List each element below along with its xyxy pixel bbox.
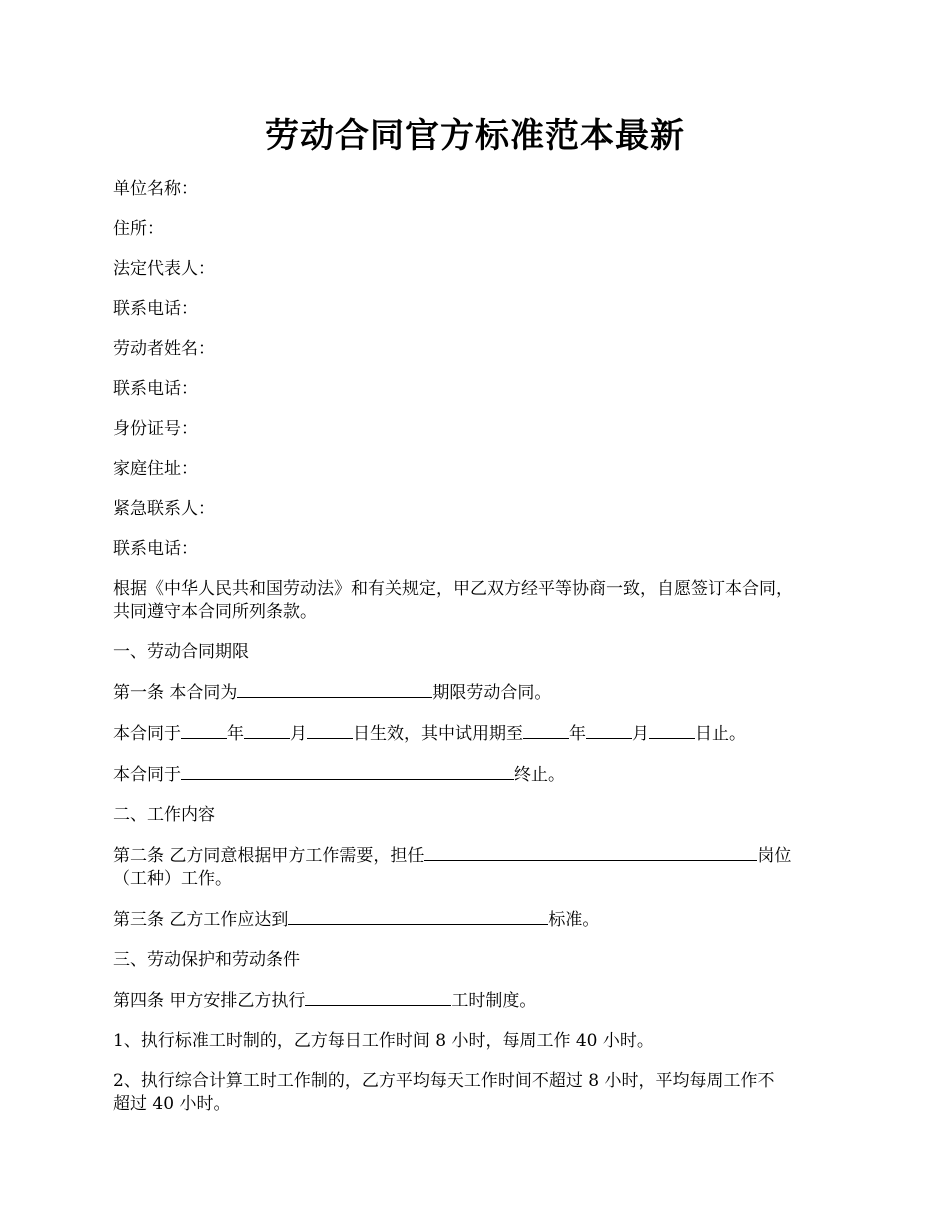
blank-contract-type: [237, 681, 432, 698]
list-item-2-line1: 2、执行综合计算工时工作制的，乙方平均每天工作时间不超过 8 小时，平均每周工作不: [113, 1071, 775, 1091]
termination-line: [113, 763, 848, 787]
article-4-suffix: 工时制度。: [451, 991, 537, 1011]
effective-date-prefix: 本合同于: [113, 724, 181, 744]
field-emergency-phone: 联系电话：: [113, 539, 198, 559]
document-title: 劳动合同官方标准范本最新: [265, 116, 685, 156]
intro-paragraph-line2: 共同遵守本合同所列条款。: [113, 602, 317, 622]
section-heading-work: 二、工作内容: [113, 805, 215, 825]
section-heading-term: 一、劳动合同期限: [113, 642, 249, 662]
article-1-suffix: 期限劳动合同。: [432, 683, 552, 703]
field-emergency-contact: 紧急联系人：: [113, 499, 215, 519]
field-legal-rep: 法定代表人：: [113, 259, 215, 279]
article-2-line2: （工种）工作。: [113, 869, 232, 889]
blank-probation-year: [523, 722, 569, 739]
list-item-1: 1、执行标准工时制的，乙方每日工作时间 8 小时，每周工作 40 小时。: [113, 1031, 654, 1051]
article-3: [113, 908, 848, 932]
article-3-label: 第三条 乙方工作应达到: [113, 910, 289, 930]
blank-start-month: [244, 722, 290, 739]
blank-start-year: [181, 722, 227, 739]
article-3-suffix: 标准。: [548, 910, 600, 930]
article-1: [113, 681, 848, 705]
termination-prefix: 本合同于: [113, 765, 181, 785]
field-phone-worker: 联系电话：: [113, 379, 198, 399]
month-label: 月: [290, 724, 307, 744]
year-label-2: 年: [569, 724, 586, 744]
blank-termination: [181, 763, 514, 780]
blank-probation-month: [586, 722, 632, 739]
blank-standard: [288, 908, 548, 925]
termination-suffix: 终止。: [514, 765, 565, 785]
field-unit-name: 单位名称：: [113, 179, 198, 199]
field-home-address: 家庭住址：: [113, 459, 198, 479]
blank-start-day: [307, 722, 353, 739]
article-2-line1: [113, 844, 848, 868]
probation-text: 日生效，其中试用期至: [353, 724, 523, 744]
field-address: 住所：: [113, 219, 164, 239]
blank-probation-day: [649, 722, 695, 739]
year-label: 年: [227, 724, 244, 744]
article-1-label: 第一条 本合同为: [113, 683, 238, 703]
list-item-2-line2: 超过 40 小时。: [113, 1094, 231, 1114]
blank-hours-system: [305, 989, 451, 1006]
article-2-suffix: 岗位: [757, 846, 792, 866]
field-worker-name: 劳动者姓名：: [113, 339, 215, 359]
field-phone-employer: 联系电话：: [113, 299, 198, 319]
effective-date-line: [113, 722, 848, 746]
probation-end-text: 日止。: [695, 724, 746, 744]
article-4-label: 第四条 甲方安排乙方执行: [113, 991, 306, 1011]
blank-position: [424, 844, 757, 861]
document-body: [113, 178, 848, 1116]
article-4: [113, 989, 848, 1013]
month-label-2: 月: [632, 724, 649, 744]
intro-paragraph-line1: 根据《中华人民共和国劳动法》和有关规定，甲乙双方经平等协商一致，自愿签订本合同，: [113, 579, 793, 599]
article-2-label: 第二条 乙方同意根据甲方工作需要，担任: [113, 846, 425, 866]
section-heading-protection: 三、劳动保护和劳动条件: [113, 950, 300, 970]
field-id-number: 身份证号：: [113, 419, 198, 439]
